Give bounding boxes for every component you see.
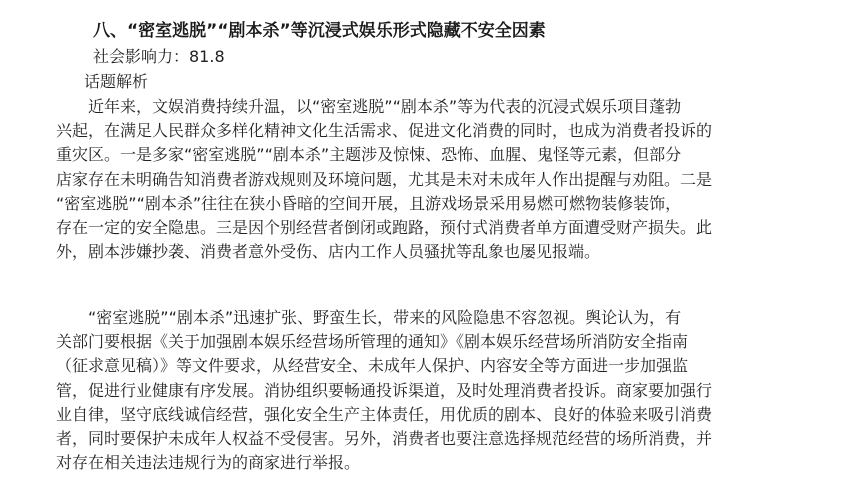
analysis-paragraph-1 xyxy=(56,95,796,264)
paragraph-line: 兴起，在满足人民群众多样化精神文化生活需求、促进文化消费的同时，也成为消费者投诉的 xyxy=(56,121,713,141)
topic-analysis-heading: 话题解析 xyxy=(84,72,149,91)
paragraph-line: 存在一定的安全隐患。三是因个别经营者倒闭或跑路，预付式消费者单方面遭受财产损失。此 xyxy=(56,218,713,238)
paragraph-line: “密室逃脱”“剧本杀”往往在狭小昏暗的空间开展，且游戏场景采用易燃可燃物装修装饰， xyxy=(56,193,682,213)
paragraph-line: （征求意见稿）》等文件要求，从经营安全、未成年人保护、内容安全等方面进一步加强监 xyxy=(56,356,689,376)
paragraph-line: 近年来，文娱消费持续升温，以“密室逃脱”“剧本杀”等为代表的沉浸式娱乐项目蓬勃 xyxy=(56,97,682,116)
paragraph-line: 对存在相关违法违规行为的商家进行举报。 xyxy=(56,453,361,473)
paragraph-line: 关部门要根据《关于加强剧本娱乐经营场所管理的通知》《剧本娱乐经营场所消防安全指南 xyxy=(56,332,689,352)
paragraph-line: 者，同时要保护未成年人权益不受侵害。另外，消费者也要注意选择规范经营的场所消费，并 xyxy=(56,429,713,449)
paragraph-line: 业自律，坚守底线诚信经营，强化安全生产主体责任，用优质的剧本、良好的体验来吸引消费 xyxy=(56,404,713,424)
analysis-paragraph-2 xyxy=(56,306,796,475)
paragraph-line: 管，促进行业健康有序发展。消协组织要畅通投诉渠道，及时处理消费者投诉。商家要加强行 xyxy=(56,380,713,400)
section-title: 八、“密室逃脱”“剧本杀”等沉浸式娱乐形式隐藏不安全因素 xyxy=(93,21,546,41)
paragraph-line: 外，剧本涉嫌抄袭、消费者意外受伤、店内工作人员骚扰等乱象也屡见报端。 xyxy=(56,242,601,262)
paragraph-line: 重灾区。一是多家“密室逃脱”“剧本杀”主题涉及惊悚、恐怖、血腥、鬼怪等元素，但部分 xyxy=(56,145,682,165)
social-impact-score: 社会影响力：81.8 xyxy=(93,47,225,66)
paragraph-line: 店家存在未明确告知消费者游戏规则及环境问题，尤其是未对未成年人作出提醒与劝阻。二是 xyxy=(56,169,713,189)
paragraph-line: “密室逃脱”“剧本杀”迅速扩张、野蛮生长，带来的风险隐患不容忽视。舆论认为，有 xyxy=(56,308,682,327)
